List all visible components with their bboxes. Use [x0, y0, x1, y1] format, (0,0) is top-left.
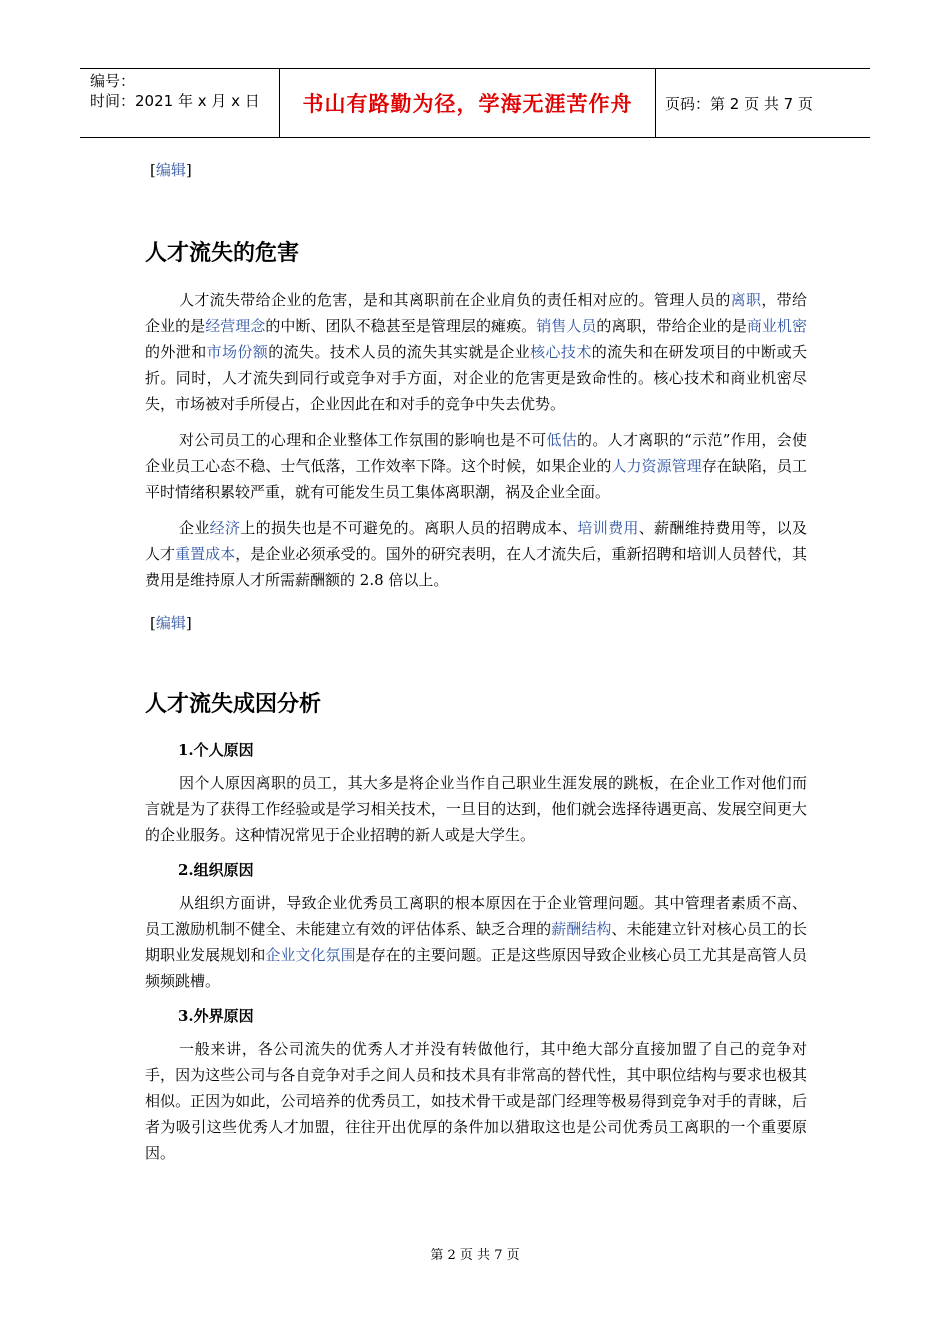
- inline-link[interactable]: 低估: [546, 431, 578, 449]
- text-run: 、未能建立针对核心员工的长期职业发展规划和: [145, 920, 807, 964]
- number-label: 编号：: [90, 72, 136, 90]
- header-motto: 书山有路勤为径，学海无涯苦作舟: [280, 69, 656, 137]
- text-run: 存在缺陷，员工平时情绪积累较严重，就有可能发生员工集体离职潮，祸及企业全面。: [145, 457, 807, 501]
- header-page-label: 页码：第 2 页 共 7 页: [665, 94, 813, 113]
- text-run: 的离职，带给企业的是: [596, 317, 747, 335]
- paragraph: [145, 515, 807, 593]
- header-meta: [80, 69, 280, 137]
- section-title-causes: 人才流失成因分析: [145, 692, 322, 717]
- edit-link[interactable]: 编辑: [155, 614, 186, 632]
- text-run: 的外泄和: [145, 343, 207, 361]
- edit-link-1: [编辑]: [150, 161, 192, 179]
- inline-link[interactable]: 重置成本: [175, 545, 236, 563]
- inline-link[interactable]: 离职: [730, 291, 762, 309]
- inline-link[interactable]: 市场份额: [206, 343, 269, 361]
- page-footer: 第 2 页 共 7 页: [430, 1248, 520, 1263]
- inline-link[interactable]: 商业机密: [746, 317, 807, 335]
- text-run: 的流失。技术人员的流失其实就是企业: [268, 343, 531, 361]
- paragraph: [145, 1036, 807, 1166]
- text-run: 上的损失也是不可避免的。离职人员的招聘成本、: [240, 519, 578, 537]
- text-run: 的流失和在研发项目的中断或夭折。同时，人才流失到同行或竞争对手方面，对企业的危害更是致命性的。核心技术和商业机密尽失，市场被对手所侵占，企业因此在和对手的竞争中失去优势。: [145, 343, 807, 413]
- text-run: 是存在的主要问题。正是这些原因导致企业核心员工尤其是高管人员频频跳槽。: [145, 946, 807, 990]
- inline-link[interactable]: 培训费用: [577, 519, 639, 537]
- inline-link[interactable]: 核心技术: [530, 343, 592, 361]
- inline-link[interactable]: 薪酬结构: [551, 920, 612, 938]
- inline-link[interactable]: 经济: [209, 519, 241, 537]
- paragraph: [145, 770, 807, 848]
- section-title-harm: 人才流失的危害: [145, 241, 300, 266]
- inline-link[interactable]: 人力资源管理: [611, 457, 702, 475]
- edit-link-2: [编辑]: [150, 614, 192, 632]
- text-run: 人才流失带给企业的危害，是和其离职前在企业肩负的责任相对应的。管理人员的: [179, 291, 731, 309]
- inline-link[interactable]: 销售人员: [536, 317, 597, 335]
- paragraph: [145, 890, 807, 994]
- page-header: [80, 68, 870, 138]
- inline-link[interactable]: 经营理念: [205, 317, 266, 335]
- time-label: 时间：2021 年 x 月 x 日: [90, 92, 260, 110]
- text-run: ，是企业必须承受的。国外的研究表明，在人才流失后，重新招聘和培训人员替代，其费用是维持原人才所需薪酬额的 2.8 倍以上。: [145, 545, 807, 589]
- text-run: 对公司员工的心理和企业整体工作氛围的影响也是不可: [179, 431, 547, 449]
- inline-link[interactable]: 企业文化氛围: [265, 946, 356, 964]
- edit-link[interactable]: 编辑: [155, 161, 186, 179]
- text-run: 企业: [179, 519, 210, 537]
- subheading: 2.组织原因: [178, 861, 254, 879]
- text-run: 、薪酬维持费用等，以及人才: [145, 519, 807, 563]
- subheading: 3.外界原因: [178, 1007, 254, 1025]
- text-run: 的中断、团队不稳甚至是管理层的瘫痪。: [265, 317, 537, 335]
- text-run: 的。人才离职的“示范”作用，会使企业员工心态不稳、士气低落，工作效率下降。这个时候，如果企业的: [145, 431, 807, 475]
- text-run: 一般来讲，各公司流失的优秀人才并没有转做他行，其中绝大部分直接加盟了自己的竞争对手，因为这些公司与各自竞争对手之间人员和技术具有非常高的替代性，其中职位结构与要求也极其相似。正因为如此，公司培养的优秀员工，如技术骨干或是部门经理等极易得到竞争对手的青睐，后者为吸引这些优秀人才加盟，往往开出优厚的条件加以猎取这也是公司优秀员工离职的一个重要原因。: [145, 1040, 807, 1162]
- paragraph: [145, 287, 807, 417]
- text-run: ，带给企业的是: [145, 291, 807, 335]
- text-run: 因个人原因离职的员工，其大多是将企业当作自己职业生涯发展的跳板，在企业工作对他们而言就是为了获得工作经验或是学习相关技术，一旦目的达到，他们就会选择待遇更高、发展空间更大的企业服务。这种情况常见于企业招聘的新人或是大学生。: [145, 774, 807, 844]
- document-body: [145, 158, 807, 1166]
- subheading: 1.个人原因: [178, 741, 254, 759]
- paragraph: [145, 427, 807, 505]
- text-run: 从组织方面讲，导致企业优秀员工离职的根本原因在于企业管理问题。其中管理者素质不高、员工激励机制不健全、未能建立有效的评估体系、缺乏合理的: [145, 894, 807, 938]
